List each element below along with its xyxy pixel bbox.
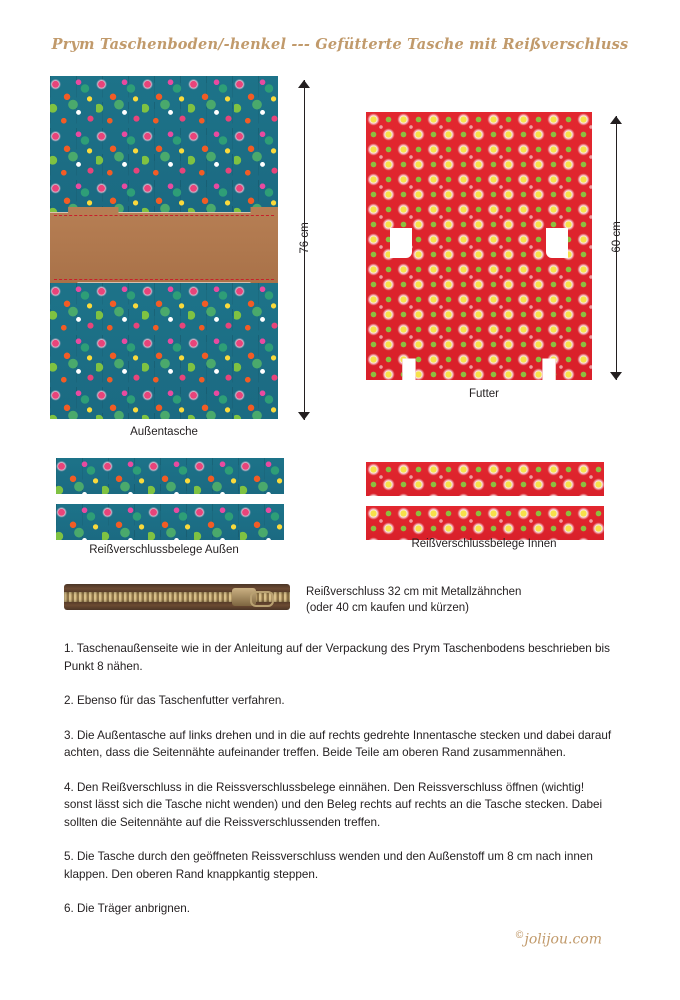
caption-lining: Futter xyxy=(468,388,500,400)
instruction-step: 5. Die Tasche durch den geöffneten Reissverschluss wenden und den Außenstoff um 8 cm nach innen klappen. Den oberen Rand knappkantig steppen. xyxy=(64,850,593,881)
outer-bag-upper-panel xyxy=(50,76,278,212)
zipper-description xyxy=(306,584,626,616)
footer-logo xyxy=(514,930,602,948)
zip-facing-inner-strip-2 xyxy=(366,506,604,540)
arrow-up-icon xyxy=(610,116,622,124)
measurement-label: 76 cm xyxy=(299,222,311,254)
caption-zip-facing-outer: Reißverschlussbelege Außen xyxy=(89,544,239,556)
instruction-step: 2. Ebenso für das Taschenfutter verfahren. xyxy=(64,694,285,707)
zipper-pull xyxy=(250,591,274,607)
lining-notch-right xyxy=(546,228,568,258)
zip-facing-outer-strip-1 xyxy=(56,458,284,494)
zip-facing-inner-strip-1 xyxy=(366,462,604,496)
measurement-lining-height xyxy=(597,116,637,380)
measurement-outer-height xyxy=(285,80,325,420)
instruction-step: 6. Die Träger anbrignen. xyxy=(64,902,191,915)
arrow-down-icon xyxy=(610,372,622,380)
outer-bag-lower-panel xyxy=(50,283,278,419)
zipper-icon xyxy=(64,584,290,610)
lining-piece xyxy=(366,112,592,380)
zip-facing-outer-strip-2 xyxy=(56,504,284,540)
logo-text: jolijou xyxy=(524,932,568,948)
stitch-line-top xyxy=(54,215,274,216)
page-title: Prym Taschenboden/-henkel --- Gefütterte Tasche mit Reißverschluss xyxy=(51,36,629,53)
arrow-down-icon xyxy=(298,412,310,420)
copyright-icon: © xyxy=(514,930,525,942)
measurement-label: 60 cm xyxy=(611,221,623,253)
lining-notch-left xyxy=(390,228,412,258)
arrow-up-icon xyxy=(298,80,310,88)
caption-zip-facing-inner: Reißverschlussbelege Innen xyxy=(411,538,557,550)
caption-outer-bag: Außentasche xyxy=(130,426,198,438)
zipper-description-line-1: Reißverschluss 32 cm mit Metallzähnchen xyxy=(306,586,522,598)
outer-bag-piece xyxy=(50,76,278,419)
instruction-step: 1. Taschenaußenseite wie in der Anleitung auf der Verpackung des Prym Taschenbodens beschrieben bis Punkt 8 nähen. xyxy=(64,642,610,673)
stitch-line-bottom xyxy=(54,279,274,280)
zipper-description-line-2: (oder 40 cm kaufen und kürzen) xyxy=(306,602,470,614)
instruction-step: 3. Die Außentasche auf links drehen und in die auf rechts gedrehte Innentasche stecken und dabei darauf achten, dass die Seitennähte aufeinander treffen. Beide Teile am oberen Rand zusammennähen. xyxy=(64,728,612,759)
bag-bottom-insert xyxy=(50,207,278,288)
instructions-list xyxy=(64,640,612,935)
logo-suffix: .com xyxy=(568,932,602,948)
instruction-step: 4. Den Reißverschluss in die Reissverschlussbelege einnähen. Den Reissverschluss öffnen (wichtig! sonst lässt sich die Tasche nicht wenden) und den Beleg rechts auf rechts an die Tasche stecken. Dabei sollten die Seitennähte auf die Reissverschlussenden treffen. xyxy=(64,780,603,829)
